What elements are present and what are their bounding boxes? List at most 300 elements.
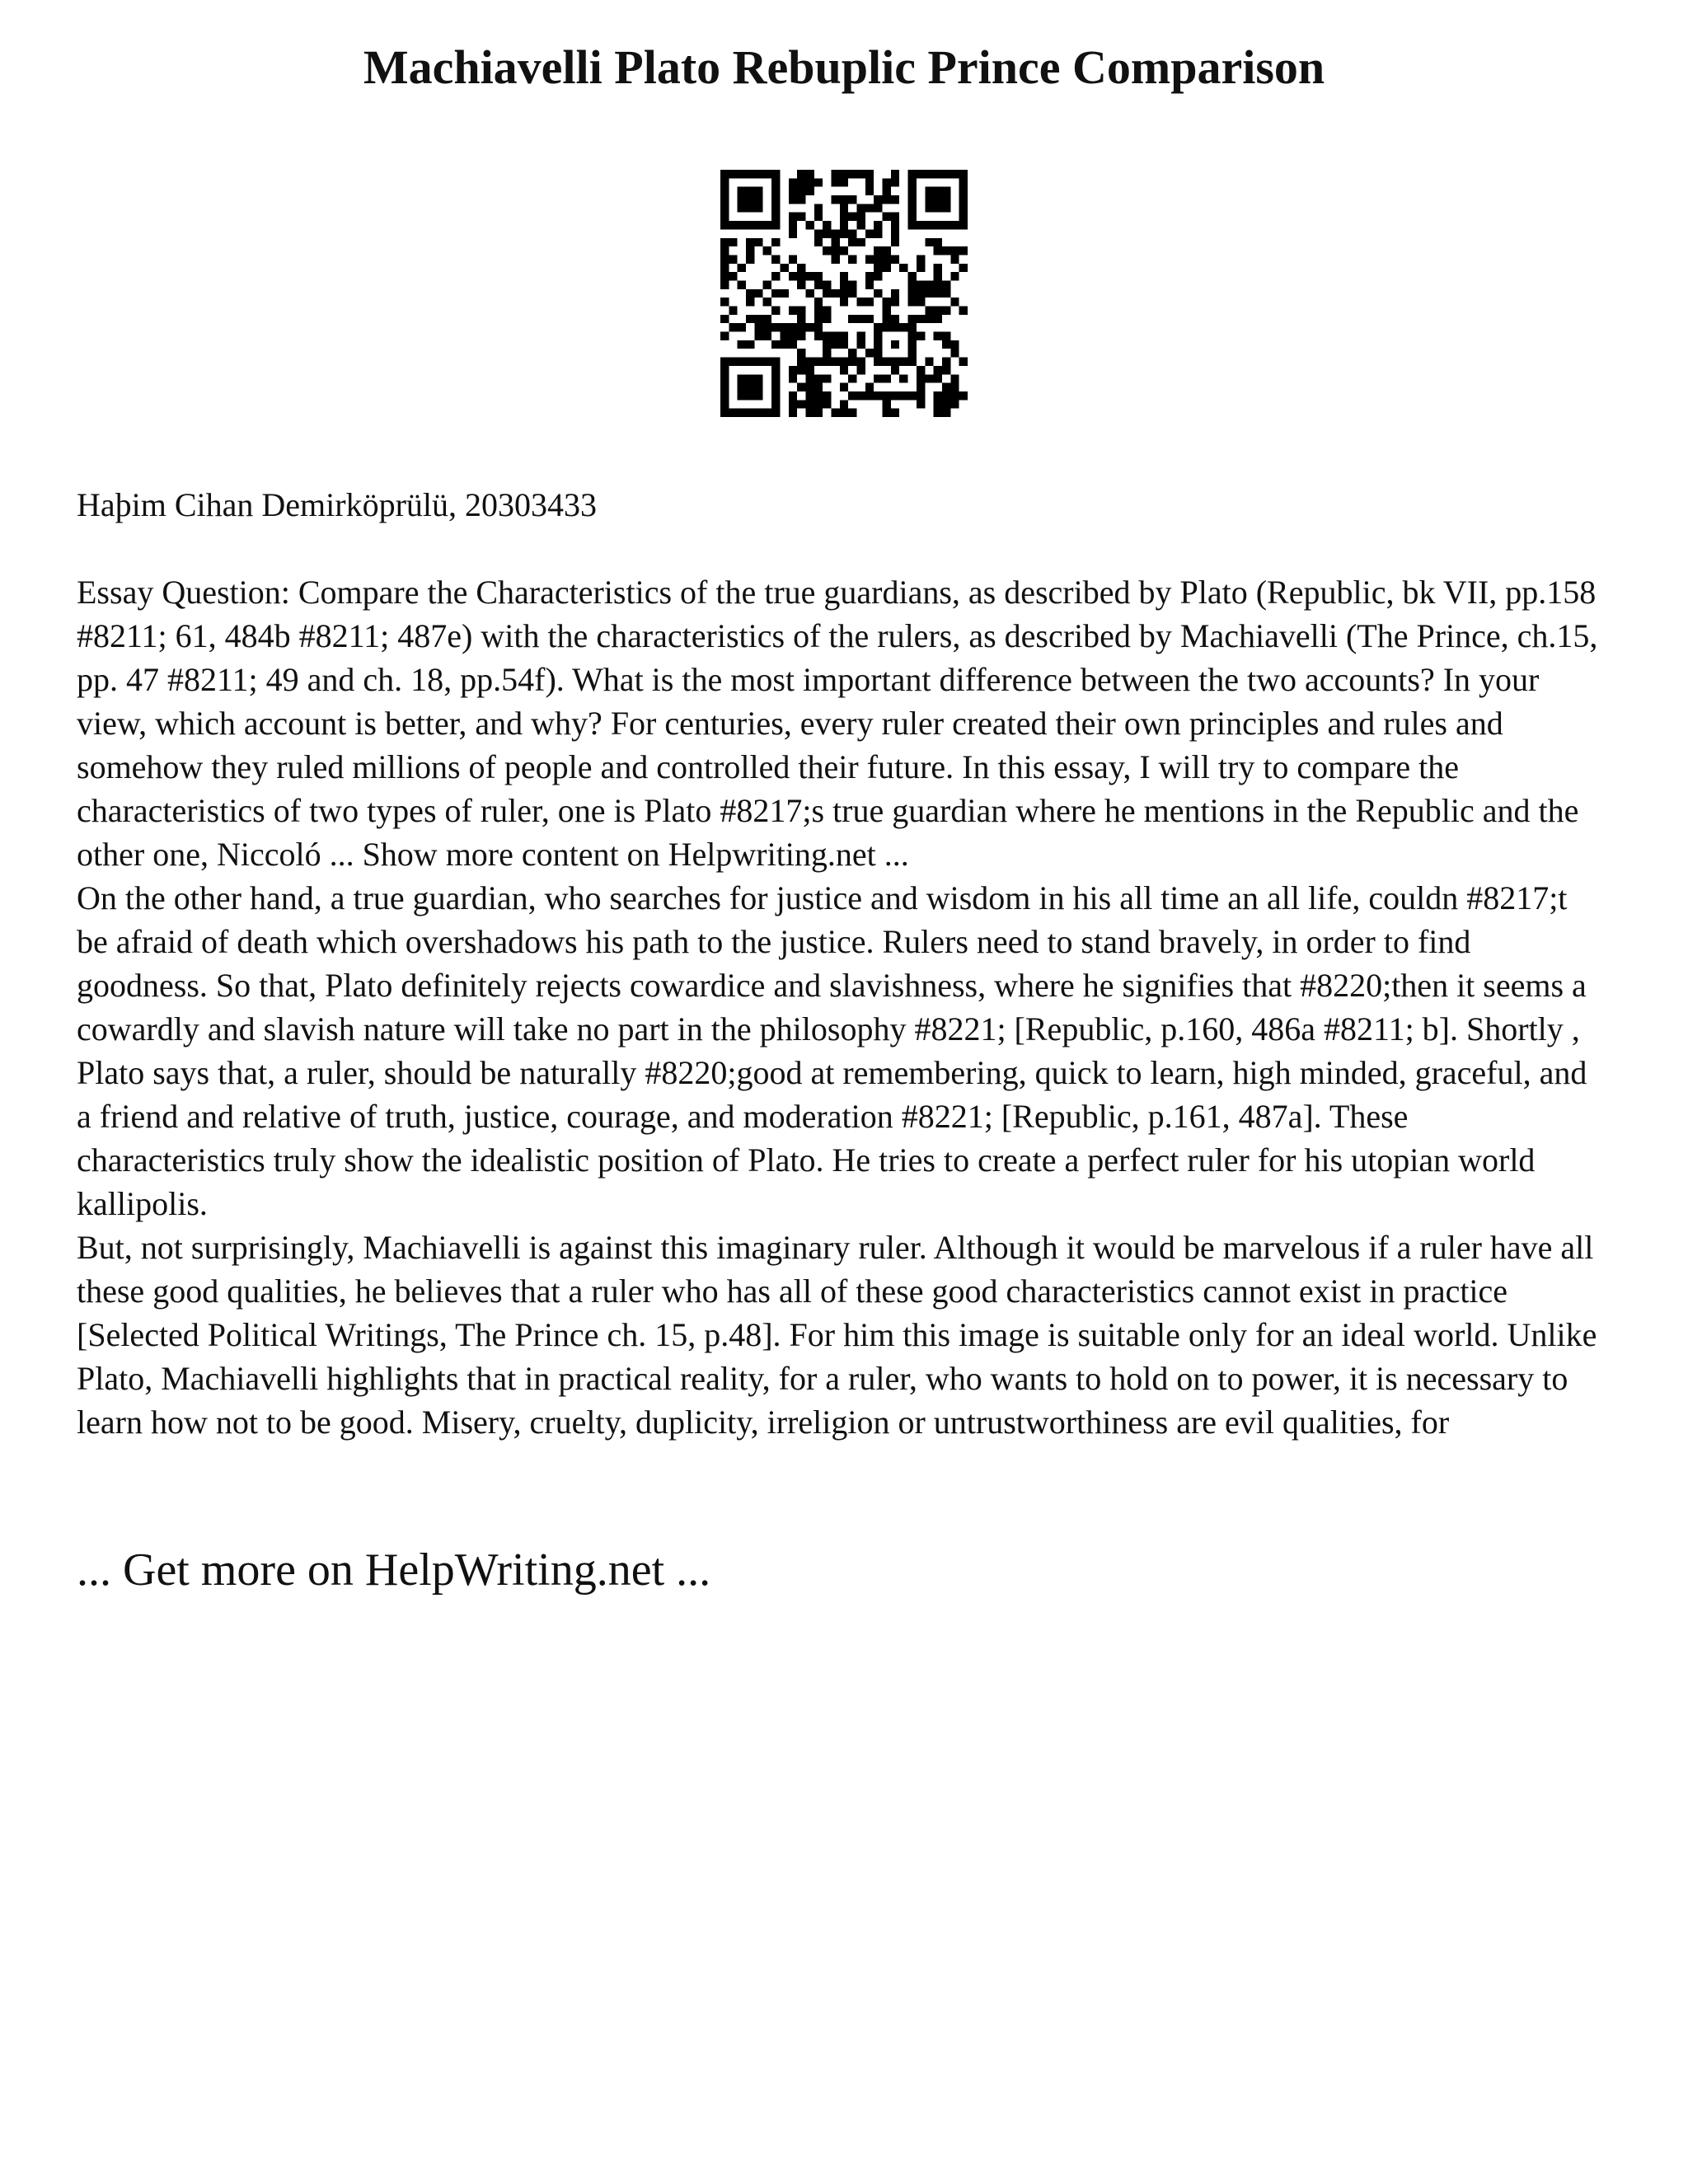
- qr-module: [908, 204, 917, 212]
- qr-module: [840, 289, 848, 298]
- qr-module: [754, 383, 762, 391]
- qr-module: [805, 289, 814, 298]
- qr-module: [831, 178, 839, 186]
- qr-module: [899, 374, 907, 382]
- qr-module: [771, 409, 780, 417]
- qr-module: [925, 315, 933, 323]
- qr-module: [746, 187, 754, 195]
- qr-module: [738, 264, 746, 272]
- qr-module: [950, 246, 959, 255]
- qr-module: [865, 272, 874, 280]
- qr-module: [763, 221, 771, 229]
- qr-module: [763, 323, 771, 331]
- qr-module: [917, 374, 925, 382]
- essay-paragraph-1: Essay Question: Compare the Characteristics of the true guardians, as described by Plato (Republic, bk VII, pp.158 #8211; 61, 484b #8211; 487e) with the characteristics of the rulers, as described by Machiavelli (The Prince, ch.15, pp. 47 #8211; 49 and ch. 18, pp.54f). What is the most important difference between the two accounts? In your view, which account is better, and why? For centuries, every ruler created their own principles and rules and somehow they ruled millions of people and controlled their future. In this essay, I will try to compare the characteristics of two types of ruler, one is Plato #8217;s true guardian where he mentions in the Republic and the other one, Niccoló ... Show more content on Helpwriting.net ...: [77, 574, 1598, 873]
- qr-module: [738, 280, 746, 288]
- qr-module: [950, 400, 959, 408]
- qr-module: [908, 391, 917, 400]
- qr-module: [763, 315, 771, 323]
- qr-module: [729, 255, 737, 263]
- qr-module: [950, 170, 959, 178]
- qr-module: [738, 195, 746, 204]
- qr-module: [823, 374, 831, 382]
- qr-module: [857, 366, 865, 374]
- qr-module: [840, 383, 848, 391]
- qr-module: [959, 204, 968, 212]
- qr-module: [729, 307, 737, 315]
- qr-module: [720, 383, 729, 391]
- qr-module: [831, 289, 839, 298]
- qr-module: [789, 178, 797, 186]
- qr-module: [925, 221, 933, 229]
- qr-module: [763, 409, 771, 417]
- qr-module: [729, 358, 737, 366]
- qr-module: [789, 323, 797, 331]
- qr-module: [720, 238, 729, 246]
- qr-module: [831, 340, 839, 349]
- qr-module: [934, 195, 942, 204]
- qr-module: [874, 255, 882, 263]
- qr-module: [720, 178, 729, 186]
- qr-module: [891, 213, 899, 221]
- qr-module: [874, 195, 882, 204]
- qr-module: [891, 323, 899, 331]
- qr-module: [746, 170, 754, 178]
- qr-module: [908, 187, 917, 195]
- qr-module: [925, 187, 933, 195]
- qr-module: [754, 221, 762, 229]
- qr-module: [797, 213, 805, 221]
- qr-module: [789, 366, 797, 374]
- qr-module: [814, 272, 823, 280]
- qr-module: [950, 374, 959, 382]
- qr-module: [797, 400, 805, 408]
- qr-module: [763, 170, 771, 178]
- qr-module: [874, 391, 882, 400]
- qr-module: [805, 409, 814, 417]
- qr-module: [942, 187, 950, 195]
- qr-module: [959, 213, 968, 221]
- qr-module: [942, 204, 950, 212]
- qr-module: [950, 298, 959, 306]
- qr-module: [797, 195, 805, 204]
- qr-module: [883, 213, 891, 221]
- qr-module: [883, 358, 891, 366]
- qr-module: [917, 383, 925, 391]
- qr-module: [754, 409, 762, 417]
- qr-module: [780, 340, 788, 349]
- qr-module: [874, 289, 882, 298]
- qr-module: [814, 298, 823, 306]
- qr-module: [874, 229, 882, 237]
- qr-module: [729, 409, 737, 417]
- qr-module: [848, 289, 856, 298]
- qr-module: [934, 289, 942, 298]
- qr-module: [908, 323, 917, 331]
- qr-module: [720, 366, 729, 374]
- qr-module: [746, 204, 754, 212]
- qr-module: [797, 264, 805, 272]
- qr-module: [797, 187, 805, 195]
- qr-module: [754, 358, 762, 366]
- qr-module: [805, 178, 814, 186]
- qr-module: [754, 391, 762, 400]
- qr-module: [814, 383, 823, 391]
- qr-module: [814, 374, 823, 382]
- qr-module: [746, 289, 754, 298]
- qr-module: [934, 187, 942, 195]
- qr-module: [934, 272, 942, 280]
- qr-module: [814, 400, 823, 408]
- qr-module: [934, 332, 942, 340]
- qr-module: [789, 409, 797, 417]
- qr-module: [865, 298, 874, 306]
- qr-module: [883, 187, 891, 195]
- qr-module: [754, 170, 762, 178]
- qr-module: [925, 289, 933, 298]
- qr-module: [738, 409, 746, 417]
- qr-module: [746, 374, 754, 382]
- qr-module: [805, 187, 814, 195]
- qr-module: [899, 323, 907, 331]
- qr-module: [840, 229, 848, 237]
- qr-module: [917, 280, 925, 288]
- qr-module: [865, 229, 874, 237]
- qr-module: [848, 213, 856, 221]
- qr-module: [823, 246, 831, 255]
- qr-module: [789, 400, 797, 408]
- qr-module: [917, 298, 925, 306]
- qr-module: [950, 221, 959, 229]
- qr-module: [908, 289, 917, 298]
- qr-module: [754, 204, 762, 212]
- qr-module: [720, 264, 729, 272]
- qr-module: [908, 195, 917, 204]
- qr-module: [865, 391, 874, 400]
- qr-module: [746, 358, 754, 366]
- qr-module: [908, 178, 917, 186]
- qr-module: [720, 358, 729, 366]
- qr-module: [746, 340, 754, 349]
- qr-module: [746, 383, 754, 391]
- qr-module: [763, 358, 771, 366]
- qr-module: [934, 204, 942, 212]
- qr-module: [917, 315, 925, 323]
- qr-module: [738, 374, 746, 382]
- qr-module: [814, 391, 823, 400]
- qr-module: [848, 374, 856, 382]
- qr-module: [934, 374, 942, 382]
- qr-module: [942, 358, 950, 366]
- qr-module: [950, 340, 959, 349]
- qr-module: [891, 340, 899, 349]
- qr-module: [738, 383, 746, 391]
- qr-module: [917, 289, 925, 298]
- author-line: Haþim Cihan Demirköprülü, 20303433: [77, 486, 598, 523]
- qr-module: [857, 238, 865, 246]
- qr-module: [720, 221, 729, 229]
- qr-module: [720, 332, 729, 340]
- qr-module: [840, 213, 848, 221]
- qr-module: [789, 187, 797, 195]
- qr-module: [840, 340, 848, 349]
- qr-module: [883, 391, 891, 400]
- qr-module: [840, 358, 848, 366]
- qr-module: [934, 280, 942, 288]
- qr-module: [874, 221, 882, 229]
- qr-module: [771, 178, 780, 186]
- qr-module: [797, 383, 805, 391]
- qr-module: [865, 349, 874, 357]
- qr-module: [840, 400, 848, 408]
- qr-module: [908, 349, 917, 357]
- qr-module: [797, 358, 805, 366]
- qr-module: [942, 366, 950, 374]
- qr-module: [942, 332, 950, 340]
- qr-module: [857, 391, 865, 400]
- qr-module: [797, 170, 805, 178]
- qr-module: [950, 383, 959, 391]
- qr-module: [746, 298, 754, 306]
- qr-module: [823, 221, 831, 229]
- qr-module: [857, 221, 865, 229]
- qr-module: [942, 391, 950, 400]
- qr-module: [865, 178, 874, 186]
- qr-module: [720, 391, 729, 400]
- qr-module: [848, 238, 856, 246]
- qr-module: [891, 229, 899, 237]
- qr-module: [797, 178, 805, 186]
- qr-module: [891, 178, 899, 186]
- qr-module: [959, 391, 968, 400]
- qr-module: [917, 332, 925, 340]
- qr-module: [925, 280, 933, 288]
- qr-module: [814, 229, 823, 237]
- qr-module: [738, 204, 746, 212]
- qr-module: [908, 332, 917, 340]
- qr-module: [831, 229, 839, 237]
- qr-module: [908, 272, 917, 280]
- qr-module: [934, 170, 942, 178]
- qr-module: [908, 298, 917, 306]
- qr-module: [934, 391, 942, 400]
- qr-module: [950, 255, 959, 263]
- qr-module: [805, 272, 814, 280]
- qr-module: [771, 400, 780, 408]
- qr-module: [771, 391, 780, 400]
- qr-module: [823, 280, 831, 288]
- qr-module: [754, 289, 762, 298]
- qr-module: [831, 358, 839, 366]
- qr-module: [874, 264, 882, 272]
- qr-module: [959, 246, 968, 255]
- qr-module: [780, 332, 788, 340]
- qr-module: [771, 213, 780, 221]
- qr-module: [789, 391, 797, 400]
- qr-module: [771, 255, 780, 263]
- qr-module: [789, 255, 797, 263]
- qr-module: [934, 366, 942, 374]
- qr-module: [874, 272, 882, 280]
- qr-module: [934, 307, 942, 315]
- qr-module: [917, 255, 925, 263]
- document-title: Machiavelli Plato Rebuplic Prince Comparison: [363, 40, 1325, 94]
- qr-module: [950, 391, 959, 400]
- qr-module: [942, 400, 950, 408]
- qr-module: [899, 391, 907, 400]
- qr-module: [848, 170, 856, 178]
- qr-module: [763, 332, 771, 340]
- qr-module: [934, 264, 942, 272]
- qr-module: [883, 307, 891, 315]
- qr-module: [797, 280, 805, 288]
- qr-module: [729, 272, 737, 280]
- qr-module: [865, 204, 874, 212]
- qr-module: [823, 289, 831, 298]
- qr-module: [883, 195, 891, 204]
- qr-module: [823, 307, 831, 315]
- qr-module: [840, 178, 848, 186]
- get-more-link[interactable]: ... Get more on HelpWriting.net ...: [77, 1544, 711, 1596]
- qr-module: [823, 340, 831, 349]
- qr-module: [789, 374, 797, 382]
- qr-module: [942, 170, 950, 178]
- qr-module: [797, 366, 805, 374]
- qr-module: [959, 195, 968, 204]
- qr-module: [848, 391, 856, 400]
- qr-module: [840, 272, 848, 280]
- qr-module: [823, 391, 831, 400]
- qr-code-graphic: [720, 170, 968, 417]
- qr-module: [848, 229, 856, 237]
- qr-module: [942, 280, 950, 288]
- qr-module: [934, 221, 942, 229]
- qr-module: [891, 238, 899, 246]
- qr-module: [729, 221, 737, 229]
- qr-module: [754, 238, 762, 246]
- qr-module: [917, 366, 925, 374]
- qr-module: [754, 315, 762, 323]
- qr-module: [814, 238, 823, 246]
- qr-module: [720, 280, 729, 288]
- qr-module: [865, 315, 874, 323]
- qr-module: [789, 195, 797, 204]
- qr-module: [883, 409, 891, 417]
- qr-module: [865, 187, 874, 195]
- qr-module: [883, 315, 891, 323]
- qr-module: [934, 246, 942, 255]
- qr-module: [865, 255, 874, 263]
- qr-module: [891, 358, 899, 366]
- qr-module: [763, 298, 771, 306]
- qr-module: [874, 349, 882, 357]
- qr-module: [848, 358, 856, 366]
- qr-module: [789, 340, 797, 349]
- qr-module: [865, 280, 874, 288]
- qr-module: [729, 170, 737, 178]
- qr-module: [814, 204, 823, 212]
- qr-module: [720, 315, 729, 323]
- qr-module: [883, 323, 891, 331]
- qr-module: [831, 332, 839, 340]
- qr-module: [857, 298, 865, 306]
- qr-module: [891, 195, 899, 204]
- qr-module: [874, 374, 882, 382]
- qr-module: [738, 187, 746, 195]
- qr-module: [823, 229, 831, 237]
- qr-module: [925, 204, 933, 212]
- qr-module: [780, 289, 788, 298]
- qr-module: [738, 221, 746, 229]
- qr-module: [908, 170, 917, 178]
- qr-module: [797, 332, 805, 340]
- qr-module: [857, 170, 865, 178]
- qr-module: [883, 178, 891, 186]
- qr-module: [917, 221, 925, 229]
- qr-module: [754, 195, 762, 204]
- qr-module: [720, 400, 729, 408]
- qr-module: [959, 358, 968, 366]
- qr-module: [823, 315, 831, 323]
- qr-module: [917, 400, 925, 408]
- qr-module: [891, 391, 899, 400]
- qr-module: [883, 246, 891, 255]
- qr-module: [814, 280, 823, 288]
- qr-module: [925, 307, 933, 315]
- qr-module: [771, 221, 780, 229]
- qr-module: [848, 349, 856, 357]
- qr-module: [720, 298, 729, 306]
- qr-module: [831, 238, 839, 246]
- qr-module: [848, 195, 856, 204]
- qr-module: [720, 255, 729, 263]
- qr-module: [771, 187, 780, 195]
- qr-module: [908, 340, 917, 349]
- qr-module: [780, 264, 788, 272]
- qr-module: [925, 195, 933, 204]
- qr-module: [771, 170, 780, 178]
- qr-module: [729, 238, 737, 246]
- qr-module: [857, 358, 865, 366]
- qr-module: [738, 358, 746, 366]
- qr-module: [771, 195, 780, 204]
- qr-module: [789, 307, 797, 315]
- qr-module: [746, 195, 754, 204]
- qr-module: [899, 358, 907, 366]
- essay-paragraph-2: On the other hand, a true guardian, who searches for justice and wisdom in his all time an all life, couldn #8217;t be afraid of death which overshadows his path to the justice. Rulers need to stand bravely, in order to find goodness. So that, Plato definitely rejects cowardice and slavishness, where he signifies that #8220;then it seems a cowardly and slavish nature will take no part in the philosophy #8221; [Republic, p.160, 486a #8211; b]. Shortly , Plato says that, a ruler, should be naturally #8220;good at remembering, quick to learn, high minded, graceful, and a friend and relative of truth, justice, courage, and moderation #8221; [Republic, p.161, 487a]. These characteristics truly show the idealistic position of Plato. He tries to create a perfect ruler for his utopian world kallipolis.: [77, 879, 1587, 1222]
- qr-module: [720, 272, 729, 280]
- qr-module: [891, 289, 899, 298]
- qr-module: [814, 409, 823, 417]
- qr-module: [883, 298, 891, 306]
- qr-module: [814, 358, 823, 366]
- qr-module: [814, 332, 823, 340]
- qr-module: [805, 374, 814, 382]
- qr-module: [883, 374, 891, 382]
- qr-module: [942, 409, 950, 417]
- qr-module: [771, 238, 780, 246]
- qr-module: [720, 213, 729, 221]
- qr-module: [840, 195, 848, 204]
- qr-module: [720, 409, 729, 417]
- qr-module: [746, 246, 754, 255]
- qr-module: [959, 170, 968, 178]
- qr-module: [754, 187, 762, 195]
- qr-module: [917, 391, 925, 400]
- qr-module: [738, 323, 746, 331]
- qr-module: [840, 246, 848, 255]
- qr-module: [917, 264, 925, 272]
